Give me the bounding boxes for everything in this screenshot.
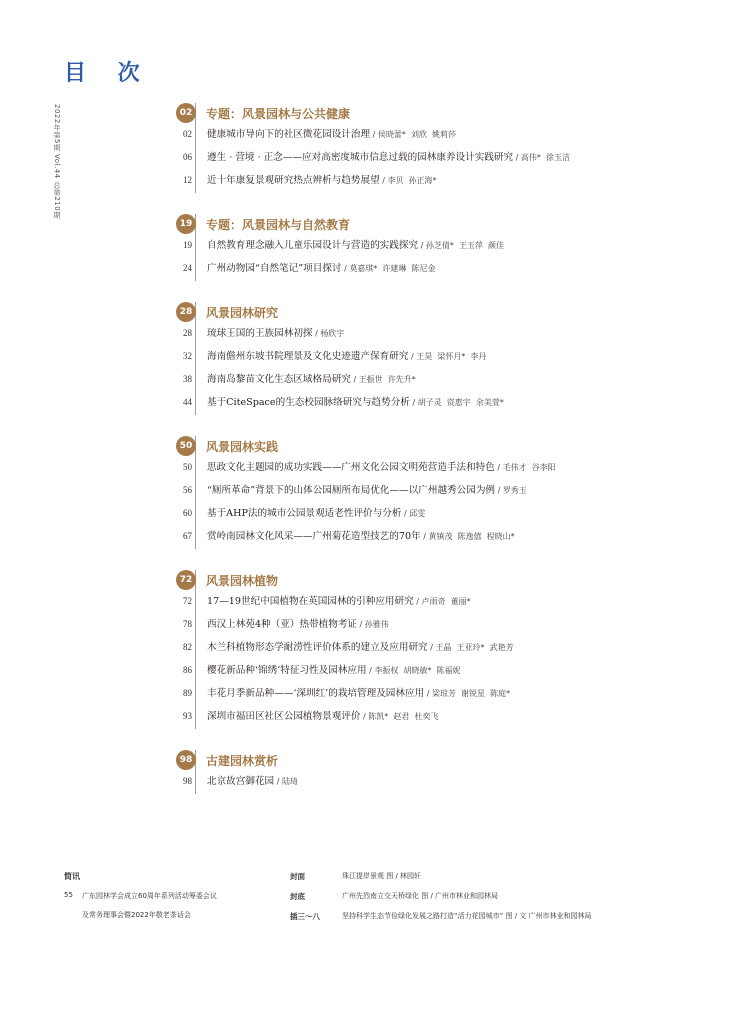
- entry-page-number: 12: [183, 175, 192, 185]
- entry-title-text[interactable]: 健康城市导向下的社区微花园设计治理: [207, 129, 371, 140]
- entry-title[interactable]: [207, 616, 389, 630]
- entry-title[interactable]: [207, 371, 416, 385]
- section-page-badge: 28: [176, 302, 196, 322]
- entry-title-text[interactable]: 深圳市福田区社区公园植物景观评价: [207, 711, 361, 722]
- news-label: 简讯: [64, 872, 80, 881]
- page-title: 目 次: [64, 61, 152, 86]
- entry-page-number: 60: [183, 508, 192, 518]
- entry-page-number: 02: [183, 129, 192, 139]
- entry-page-number: 28: [183, 328, 192, 338]
- toc-section: [170, 302, 710, 417]
- entry-authors: / 高伟* 徐玉洁: [513, 153, 570, 162]
- entry-title[interactable]: [207, 639, 514, 653]
- toc-entry[interactable]: [170, 482, 710, 505]
- entry-page-number: 72: [183, 596, 192, 606]
- toc-entry[interactable]: [170, 662, 710, 685]
- entry-page-number: 44: [183, 397, 192, 407]
- news-title-line-1[interactable]: 广东园林学会成立60周年系列活动筹委会议: [82, 892, 217, 900]
- toc-section: [170, 436, 710, 551]
- entry-title-text[interactable]: 赏岭南园林文化风采——广州菊花造型技艺的70年: [207, 531, 421, 542]
- entry-page-number: 82: [183, 642, 192, 652]
- section-header: [170, 103, 710, 123]
- entry-authors: / 陈凯* 赵君 杜奕飞: [360, 712, 439, 721]
- entry-title[interactable]: [207, 593, 471, 607]
- section-title[interactable]: 风景园林实践: [206, 439, 279, 454]
- entry-title-text[interactable]: 思政文化主题园的成功实践——广州文化公园文明苑营造手法和特色: [207, 462, 495, 473]
- entry-title-text[interactable]: 海南儋州东坡书院理景及文化史迹遗产保育研究: [207, 351, 409, 362]
- news-block: [64, 871, 279, 929]
- entry-authors: / 侯晓蕾* 刘欣 姚莉莎: [370, 130, 457, 139]
- entry-title-text[interactable]: 樱花新品种‘锦绣’特征习性及园林应用: [207, 665, 367, 676]
- toc-entry[interactable]: [170, 172, 710, 195]
- toc-entry[interactable]: [170, 325, 710, 348]
- section-title[interactable]: 风景园林植物: [206, 573, 279, 588]
- entry-authors: / 陆琦: [274, 777, 298, 786]
- section-title[interactable]: 风景园林研究: [206, 305, 279, 320]
- section-title[interactable]: 专题：风景园林与公共健康: [206, 106, 351, 121]
- section-page-badge: 02: [176, 103, 196, 123]
- section-divider-line: [195, 436, 196, 549]
- entry-authors: / 孙雅伟: [357, 620, 389, 629]
- entry-authors: / 莫嘉琪* 许建琳 陈尼金: [341, 264, 436, 273]
- section-header: [170, 570, 710, 590]
- entry-title-text[interactable]: 基于AHP法的城市公园景观适老性评价与分析: [207, 508, 402, 519]
- credit-label: 封底: [290, 892, 305, 901]
- entry-title-text[interactable]: 广州动物园“自然笔记”项目探讨: [207, 263, 342, 274]
- entry-title-text[interactable]: “厕所革命”背景下的山体公园厕所布局优化——以广州越秀公园为例: [207, 485, 496, 496]
- toc-section: [170, 570, 710, 731]
- entry-page-number: 56: [183, 485, 192, 495]
- entry-authors: / 罗秀玉: [495, 486, 527, 495]
- entry-title-text[interactable]: 海南岛黎苗文化生态区域格局研究: [207, 374, 351, 385]
- credit-label: 插三～八: [290, 912, 320, 921]
- toc-entry[interactable]: [170, 773, 710, 796]
- credit-text: 广州先烈南立交天桥绿化 图 / 广州市林业和园林局: [342, 892, 499, 900]
- entry-authors: / 梁琼芳 谢锐星 陈庭*: [424, 689, 511, 698]
- entry-title[interactable]: [207, 325, 344, 339]
- section-header: [170, 750, 710, 770]
- section-page-badge: 98: [176, 750, 196, 770]
- toc-entry[interactable]: [170, 528, 710, 551]
- entry-title[interactable]: [207, 459, 556, 473]
- toc-entry[interactable]: [170, 505, 710, 528]
- entry-title-text[interactable]: 琉球王国的王族园林初探: [207, 328, 313, 339]
- entry-title[interactable]: [207, 348, 486, 362]
- toc-entry[interactable]: [170, 708, 710, 731]
- news-page-number: 55: [64, 891, 73, 899]
- toc-entry[interactable]: [170, 639, 710, 662]
- entry-authors: / 胡子灵 资惠宇 余美萱*: [409, 398, 504, 407]
- entry-authors: / 邱雯: [401, 509, 426, 518]
- entry-title-text[interactable]: 丰花月季新品种——‘深圳红’的栽培管理及园林应用: [207, 688, 425, 699]
- credit-text: 珠江提岸景观 图 / 林园轩: [342, 872, 422, 880]
- toc-entry[interactable]: [170, 593, 710, 616]
- entry-authors: / 孙芝倩* 王玉萍 颜佳: [418, 241, 505, 250]
- entry-title-text[interactable]: 自然教育理念融入儿童乐园设计与营造的实践探究: [207, 240, 419, 251]
- entry-title-text[interactable]: 近十年康复景观研究热点辨析与趋势展望: [207, 175, 380, 186]
- entry-title-text[interactable]: 木兰科植物形态学耐涝性评价体系的建立及应用研究: [207, 642, 428, 653]
- credit-label: 封面: [290, 872, 305, 881]
- toc-entry[interactable]: [170, 685, 710, 708]
- toc-entry[interactable]: [170, 371, 710, 394]
- credit-text: 坚持科学生态节俭绿化发展之路打造“活力花园城市” 图 / 文 广州市林业和园林局: [342, 912, 592, 920]
- entry-page-number: 19: [183, 240, 192, 250]
- entry-page-number: 78: [183, 619, 192, 629]
- section-title[interactable]: 古建园林赏析: [206, 753, 279, 768]
- entry-title-text[interactable]: 基于CiteSpace的生态校园脉络研究与趋势分析: [207, 397, 410, 408]
- entry-authors: / 毛伟才 谷李阳: [494, 463, 556, 472]
- entry-title[interactable]: [207, 528, 515, 542]
- entry-title[interactable]: [207, 394, 504, 408]
- entry-page-number: 67: [183, 531, 192, 541]
- toc-section: [170, 214, 710, 283]
- section-header: [170, 302, 710, 322]
- entry-page-number: 06: [183, 152, 192, 162]
- section-page-badge: 72: [176, 570, 196, 590]
- toc-entry[interactable]: [170, 616, 710, 639]
- toc-entry[interactable]: [170, 260, 710, 283]
- section-divider-line: [195, 302, 196, 415]
- toc-entry[interactable]: [170, 394, 710, 417]
- toc-entry[interactable]: [170, 459, 710, 482]
- entry-authors: / 王昊 梁怀月* 李丹: [408, 352, 487, 361]
- toc-entry[interactable]: [170, 348, 710, 371]
- credits-block: [290, 871, 710, 931]
- entry-authors: / 王晶 王亚玲* 武艳芳: [427, 643, 514, 652]
- section-header: [170, 214, 710, 234]
- entry-title[interactable]: [207, 773, 298, 787]
- toc-section: [170, 103, 710, 195]
- section-page-badge: 19: [176, 214, 196, 234]
- entry-title[interactable]: [207, 172, 437, 186]
- toc-entry[interactable]: [170, 126, 710, 149]
- entry-page-number: 93: [183, 711, 192, 721]
- section-title[interactable]: 专题：风景园林与自然教育: [206, 217, 351, 232]
- entry-page-number: 98: [183, 776, 192, 786]
- entry-page-number: 24: [183, 263, 192, 273]
- entry-title[interactable]: [207, 260, 435, 274]
- entry-title[interactable]: [207, 237, 504, 251]
- entry-page-number: 89: [183, 688, 192, 698]
- entry-authors: / 李振权 胡晓敏* 陈福妮: [366, 666, 461, 675]
- section-divider-line: [195, 570, 196, 729]
- entry-authors: / 王振世 许先升*: [350, 375, 416, 384]
- toc-section: [170, 750, 710, 796]
- issue-info: 2022年第5期 Vol.44 总第210期: [53, 104, 61, 219]
- credit-row: [290, 871, 710, 882]
- entry-authors: / 李贝 孙正海*: [379, 176, 437, 185]
- entry-title[interactable]: [207, 149, 570, 163]
- entry-title-text[interactable]: 17—19世纪中国植物在英国园林的引种应用研究: [207, 596, 414, 607]
- news-title-line-2[interactable]: 及常务理事会暨2022年敬老茶话会: [82, 911, 191, 919]
- table-of-contents: [170, 103, 710, 815]
- credit-row: [290, 911, 710, 922]
- entry-title-text[interactable]: 西汉上林苑4种（亚）热带植物考证: [207, 619, 358, 630]
- entry-title[interactable]: [207, 482, 527, 496]
- entry-title[interactable]: [207, 685, 510, 699]
- entry-authors: / 卢雨奇 董丽*: [413, 597, 471, 606]
- entry-title[interactable]: [207, 708, 438, 722]
- entry-page-number: 50: [183, 462, 192, 472]
- section-page-badge: 50: [176, 436, 196, 456]
- toc-entry[interactable]: [170, 237, 710, 260]
- toc-entry[interactable]: [170, 149, 710, 172]
- credit-row: [290, 891, 710, 902]
- entry-page-number: 32: [183, 351, 192, 361]
- entry-title[interactable]: [207, 662, 461, 676]
- entry-title-text[interactable]: 北京故宫御花园: [207, 776, 275, 787]
- entry-title[interactable]: [207, 126, 456, 140]
- entry-authors: / 杨欣宇: [312, 329, 345, 338]
- entry-authors: / 黄镇茂 陈逸僖 程晓山*: [420, 532, 515, 541]
- section-header: [170, 436, 710, 456]
- entry-title[interactable]: [207, 505, 425, 519]
- entry-title-text[interactable]: 遵生 · 营境 · 正念——应对高密度城市信息过载的园林康养设计实践研究: [207, 152, 514, 163]
- entry-page-number: 86: [183, 665, 192, 675]
- entry-page-number: 38: [183, 374, 192, 384]
